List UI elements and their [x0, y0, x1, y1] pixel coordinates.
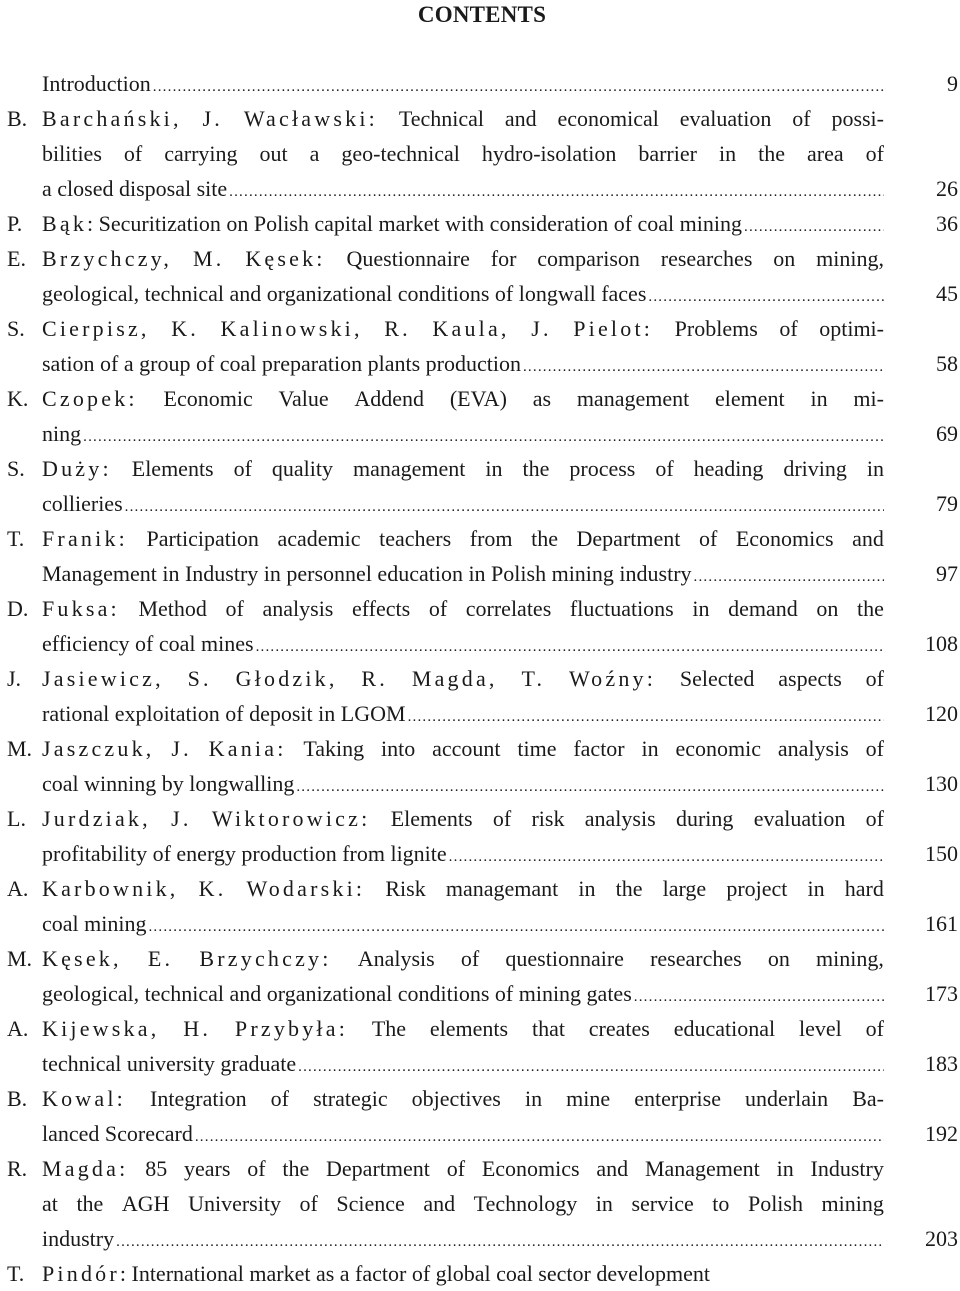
- toc-entry-line: Karbownik, K. Wodarski: Risk managemant in the large project in hard: [42, 871, 884, 906]
- dot-leader: [694, 560, 884, 595]
- page-number: 79: [936, 491, 958, 516]
- page-number: 161: [925, 911, 958, 936]
- page-number: 36: [936, 211, 958, 236]
- author-initial: D.: [7, 596, 29, 621]
- toc-entry-line: Barchański, J. Wacławski: Technical and economical evaluation of possi-: [42, 101, 884, 136]
- toc-entry-line: at the AGH University of Science and Technology in service to Polish mining: [42, 1191, 884, 1216]
- toc-entry-line: [42, 206, 884, 241]
- page-number: 183: [925, 1051, 958, 1076]
- author-names: Woźny:: [568, 666, 657, 691]
- page-number: 150: [925, 841, 958, 866]
- toc-entry[interactable]: [0, 591, 960, 661]
- toc-entry-line: [42, 556, 884, 591]
- author-names: J.: [531, 316, 552, 341]
- author-names: Wodarski:: [246, 876, 366, 901]
- toc-entry-line: Jaszczuk, J. Kania: Taking into account time factor in economic analysis of: [42, 731, 884, 766]
- author-names: Kijewska,: [42, 1016, 160, 1041]
- toc-entry-line: [42, 696, 884, 731]
- toc-entry-line: Fuksa: Method of analysis effects of correlates fluctuations in demand on the: [42, 591, 884, 626]
- page-number: 69: [936, 421, 958, 446]
- author-names: Kęsek:: [245, 246, 326, 271]
- toc-entry-line: [42, 766, 884, 801]
- entry-title-text: Introduction: [42, 71, 151, 96]
- toc-entry-line: Jurdziak, J. Wiktorowicz: Elements of risk analysis during evaluation of: [42, 801, 884, 836]
- dot-leader: [125, 490, 884, 525]
- toc-entry[interactable]: [0, 801, 960, 871]
- author-initial: B.: [7, 106, 28, 131]
- author-names: Jasiewicz,: [42, 666, 164, 691]
- dot-leader: [153, 70, 884, 105]
- author-initial: T.: [7, 1261, 25, 1286]
- dot-leader: [408, 700, 884, 735]
- author-names: H.: [183, 1016, 212, 1041]
- dot-leader: [83, 420, 884, 455]
- author-names: Kania:: [208, 736, 287, 761]
- toc-entry-line: [42, 276, 884, 311]
- toc-entry[interactable]: [0, 206, 960, 241]
- dot-leader: [229, 175, 884, 210]
- toc-entry-line: Kęsek, E. Brzychczy: Analysis of questionnaire researches on mining,: [42, 941, 884, 976]
- toc-entry-line: [42, 1116, 884, 1151]
- toc-entry-line: [42, 416, 884, 451]
- toc-entry[interactable]: [0, 241, 960, 311]
- author-initial: L.: [7, 806, 26, 831]
- toc-entry-line: Cierpisz, K. Kalinowski, R. Kaula, J. Pielot: Problems of optimi-: [42, 311, 884, 346]
- toc-entry[interactable]: [0, 1256, 960, 1291]
- author-initial: J.: [7, 666, 22, 691]
- entry-title-text: coal mining: [42, 911, 147, 936]
- entry-title-text: Pindór: International market as a factor of global coal sector development: [42, 1261, 710, 1286]
- toc-entry-line: [42, 976, 884, 1011]
- entry-title-text: technical university graduate: [42, 1051, 297, 1076]
- page-number: 26: [936, 176, 958, 201]
- author-names: E.: [147, 946, 174, 971]
- dot-leader: [634, 980, 884, 1015]
- author-names: Jurdziak,: [42, 806, 151, 831]
- author-names: Magda,: [411, 666, 498, 691]
- author-initial: P.: [7, 211, 23, 236]
- author-names: Kalinowski,: [220, 316, 363, 341]
- toc-entry-line: [42, 906, 884, 941]
- author-names: R.: [384, 316, 411, 341]
- dot-leader: [744, 210, 884, 245]
- toc-entry[interactable]: [0, 661, 960, 731]
- toc-entry-line: [42, 836, 884, 871]
- page-number: 192: [925, 1121, 958, 1146]
- author-names: Przybyła:: [234, 1016, 349, 1041]
- entry-title-text: a closed disposal site: [42, 176, 228, 201]
- author-names: Czopek:: [42, 386, 138, 411]
- toc-entry-line: [42, 1221, 884, 1256]
- author-names: Kęsek,: [42, 946, 122, 971]
- author-names: Cierpisz,: [42, 316, 150, 341]
- author-names: Wacławski:: [243, 106, 378, 131]
- toc-entry-line: [42, 171, 884, 206]
- toc-entry[interactable]: [0, 1011, 960, 1081]
- dot-leader: [296, 770, 884, 805]
- author-names: Magda:: [42, 1156, 129, 1181]
- page-number: 173: [925, 981, 958, 1006]
- toc-entry-line: Czopek: Economic Value Addend (EVA) as management element in mi-: [42, 381, 884, 416]
- author-initial: A.: [7, 876, 29, 901]
- author-initial: M.: [7, 946, 33, 971]
- dot-leader: [116, 1225, 884, 1260]
- toc-entry-line: Franik: Participation academic teachers from the Department of Economics and: [42, 521, 884, 556]
- author-names: M.: [193, 246, 225, 271]
- author-names: Bąk: [42, 211, 88, 236]
- author-names: S.: [187, 666, 212, 691]
- toc-entry-line: [42, 1256, 884, 1291]
- author-names: K.: [198, 876, 227, 901]
- author-names: Głodzik,: [235, 666, 338, 691]
- toc-entry-line: [42, 626, 884, 661]
- author-names: R.: [361, 666, 388, 691]
- author-names: Wiktorowicz:: [211, 806, 371, 831]
- author-names: Fuksa:: [42, 596, 120, 621]
- entry-title-text: rational exploitation of deposit in LGOM: [42, 701, 406, 726]
- dot-leader: [523, 350, 884, 385]
- toc-entry[interactable]: [0, 381, 960, 451]
- toc-entry[interactable]: [0, 1081, 960, 1151]
- toc-entry[interactable]: [0, 871, 960, 941]
- dot-leader: [195, 1120, 884, 1155]
- toc-entry[interactable]: [0, 1151, 960, 1256]
- toc-entry-line: Brzychczy, M. Kęsek: Questionnaire for comparison researches on mining,: [42, 241, 884, 276]
- author-names: Kowal:: [42, 1086, 126, 1111]
- author-names: J.: [171, 806, 192, 831]
- author-initial: M.: [7, 736, 33, 761]
- entry-title-text: geological, technical and organizational conditions of mining gates: [42, 981, 632, 1006]
- toc-entry-line: [42, 66, 884, 101]
- dot-leader: [449, 840, 884, 875]
- toc-entry[interactable]: [0, 941, 960, 1011]
- toc-entry-line: Duży: Elements of quality management in the process of heading driving in: [42, 451, 884, 486]
- toc-entry-line: Kowal: Integration of strategic objectives in mine enterprise underlain Ba-: [42, 1081, 884, 1116]
- entry-title-text: profitability of energy production from lignite: [42, 841, 447, 866]
- author-names: K.: [171, 316, 199, 341]
- author-names: Brzychczy,: [42, 246, 173, 271]
- entry-title-text: collieries: [42, 491, 123, 516]
- page-number: 130: [925, 771, 958, 796]
- page-title: CONTENTS: [417, 2, 547, 27]
- toc-entry-line: Kijewska, H. Przybyła: The elements that creates educational level of: [42, 1011, 884, 1046]
- page-number: 9: [947, 71, 958, 96]
- dot-leader: [148, 910, 884, 945]
- author-names: Jaszczuk,: [42, 736, 155, 761]
- toc-entry-line: Magda: 85 years of the Department of Economics and Management in Industry: [42, 1151, 884, 1186]
- entry-title-text: Management in Industry in personnel education in Polish mining industry: [42, 561, 692, 586]
- entry-title-text: efficiency of coal mines: [42, 631, 254, 656]
- author-initial: A.: [7, 1016, 29, 1041]
- dot-leader: [298, 1050, 884, 1085]
- author-names: Barchański,: [42, 106, 182, 131]
- author-initial: S.: [7, 456, 25, 481]
- toc-entry-line: Jasiewicz, S. Głodzik, R. Magda, T. Woźny: Selected aspects of: [42, 661, 884, 696]
- toc-entry[interactable]: [0, 66, 960, 101]
- toc-entry[interactable]: [0, 101, 960, 206]
- page-number: 203: [925, 1226, 958, 1251]
- dot-leader: [256, 630, 884, 665]
- author-names: J.: [202, 106, 223, 131]
- entry-title-text: coal winning by longwalling: [42, 771, 295, 796]
- toc-entry[interactable]: [0, 451, 960, 521]
- page-number: 120: [925, 701, 958, 726]
- entry-title-text: industry: [42, 1226, 115, 1251]
- toc-entry-line: [42, 1046, 884, 1081]
- page-number: 108: [925, 631, 958, 656]
- author-names: T.: [521, 666, 546, 691]
- toc-entry[interactable]: [0, 311, 960, 381]
- author-names: Duży:: [42, 456, 112, 481]
- author-initial: S.: [7, 316, 25, 341]
- entry-title-text: Bąk: Securitization on Polish capital market with consideration of coal mining: [42, 211, 743, 236]
- author-names: Karbownik,: [42, 876, 179, 901]
- entry-title-text: ning: [42, 421, 82, 446]
- entry-title-text: geological, technical and organizational conditions of longwall faces: [42, 281, 647, 306]
- author-names: Pindór: [42, 1261, 120, 1286]
- author-initial: K.: [7, 386, 29, 411]
- author-names: Kaula,: [432, 316, 510, 341]
- toc-entry[interactable]: [0, 521, 960, 591]
- toc-entry-line: bilities of carrying out a geo-technical hydro-isolation barrier in the area of: [42, 141, 884, 166]
- page-number: 45: [936, 281, 958, 306]
- entry-title-text: lanced Scorecard: [42, 1121, 193, 1146]
- author-initial: T.: [7, 526, 25, 551]
- author-names: Pielot:: [573, 316, 654, 341]
- page-number: 58: [936, 351, 958, 376]
- page-number: 97: [936, 561, 958, 586]
- entry-title-text: sation of a group of coal preparation plants production: [42, 351, 521, 376]
- author-names: Franik:: [42, 526, 128, 551]
- toc-entry-line: [42, 346, 884, 381]
- author-initial: R.: [7, 1156, 28, 1181]
- author-initial: B.: [7, 1086, 28, 1111]
- dot-leader: [648, 280, 884, 315]
- toc-entry-line: [42, 486, 884, 521]
- author-names: J.: [171, 736, 192, 761]
- toc-entry[interactable]: [0, 731, 960, 801]
- author-names: Brzychczy:: [199, 946, 332, 971]
- author-initial: E.: [7, 246, 26, 271]
